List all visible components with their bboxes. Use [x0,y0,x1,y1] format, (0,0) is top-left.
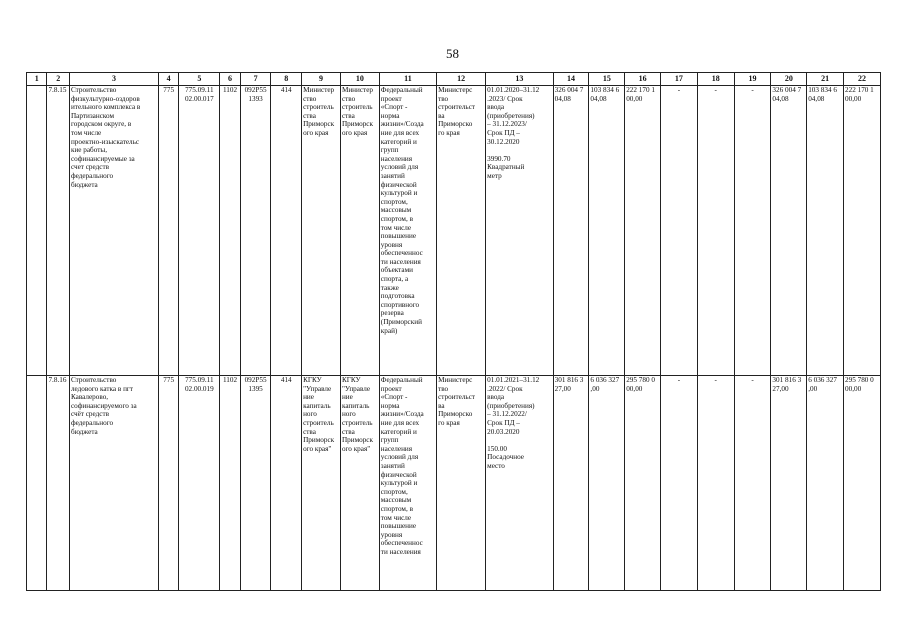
item-number-cell: 7.8.15 [47,86,70,376]
header-cell: 20 [771,73,807,86]
deadline-cell: 01.01.2020–31.12 .2023/ Срок ввода (приобретения) – 31.12.2023/ Срок ПД – 30.12.2020 3990.70 Квадратный метр [486,86,554,376]
amount-cell: 222 170 1 00,00 [844,86,881,376]
header-cell: 3 [69,73,158,86]
federal-project-cell: Федеральный проект «Спорт - норма жизни»/Созда ние для всех категорий и групп населения условий для занятий физической культурой и спортом, массовым спортом, в том числе повышение уровня обеспеченнос ти населения объектами спорта, а также подготовка спортивного резерва (Приморский край) [379,86,436,376]
amount-cell: 326 004 7 04,08 [553,86,589,376]
table-row [27,86,881,376]
header-cell: 13 [486,73,554,86]
amount-cell: 295 780 0 00,00 [844,376,881,591]
customer-cell: Министер ство строитель ства Приморск ого края [302,86,341,376]
empty-value-cell: - [660,86,697,376]
empty-value-cell: - [697,376,734,591]
program-code-cell: 775.09.11 02.00.017 [179,86,220,376]
table-row [27,376,881,591]
developer-cell: Министер ство строитель ства Приморск ого края [340,86,379,376]
section-code-cell: 1102 [220,86,240,376]
header-cell: 16 [625,73,661,86]
responsible-cell: Министерс тво строительст ва Приморско го края [437,86,486,376]
empty-value-cell: - [660,376,697,591]
page-number: 58 [446,46,459,61]
header-cell: 4 [158,73,178,86]
developer-cell: КГКУ "Управле ние капиталь ного строитель ства Приморск ого края" [340,376,379,591]
empty-value-cell: - [734,86,771,376]
header-cell: 17 [660,73,697,86]
deadline-cell: 01.01.2021–31.12 .2022/ Срок ввода (приобретения) – 31.12.2022/ Срок ПД – 20.03.2020 150.00 Посадочное место [486,376,554,591]
item-number-cell: 7.8.16 [47,376,70,591]
responsible-cell: Министерс тво строительст ва Приморско го края [437,376,486,591]
target-article-cell: 092P55 1393 [240,86,271,376]
header-cell: 21 [807,73,844,86]
amount-cell: 222 170 1 00,00 [625,86,661,376]
object-name-cell: Строительство ледового катка в пгт Кавалерово, софинансируемого за счёт средств федерального бюджета [69,376,158,591]
header-cell: 15 [589,73,625,86]
header-cell: 7 [240,73,271,86]
amount-cell: 6 036 327 ,00 [589,376,625,591]
header-cell: 5 [179,73,220,86]
amount-cell: 301 816 3 27,00 [771,376,807,591]
target-article-cell: 092P55 1395 [240,376,271,591]
header-cell: 22 [844,73,881,86]
object-name-cell: Строительство физкультурно-оздоров ительного комплекса в Партизанском городском округе, в том числе проектно-изыскательс кие работы, софинансируемые за счет средств федерального бюджета [69,86,158,376]
header-cell: 18 [697,73,734,86]
header-cell: 14 [553,73,589,86]
federal-project-cell: Федеральный проект «Спорт - норма жизни»/Созда ние для всех категорий и групп населения условий для занятий физической культурой и спортом, массовым спортом, в том числе повышение уровня обеспеченнос ти населения [379,376,436,591]
amount-cell: 103 834 6 04,08 [807,86,844,376]
row-index-cell [27,376,47,591]
amount-cell: 301 816 3 27,00 [553,376,589,591]
code-cell: 775 [158,376,178,591]
header-cell: 2 [47,73,70,86]
header-cell: 19 [734,73,771,86]
header-cell: 11 [379,73,436,86]
expense-type-cell: 414 [271,86,302,376]
amount-cell: 326 004 7 04,08 [771,86,807,376]
empty-value-cell: - [734,376,771,591]
header-cell: 1 [27,73,47,86]
expense-type-cell: 414 [271,376,302,591]
program-code-cell: 775.09.11 02.00.019 [179,376,220,591]
header-cell: 9 [302,73,341,86]
row-index-cell [27,86,47,376]
header-cell: 12 [437,73,486,86]
header-cell: 6 [220,73,240,86]
amount-cell: 6 036 327 ,00 [807,376,844,591]
empty-value-cell: - [697,86,734,376]
budget-table [26,72,881,591]
section-code-cell: 1102 [220,376,240,591]
code-cell: 775 [158,86,178,376]
table-header-row [27,73,881,86]
header-cell: 8 [271,73,302,86]
amount-cell: 103 834 6 04,08 [589,86,625,376]
amount-cell: 295 780 0 00,00 [625,376,661,591]
customer-cell: КГКУ "Управле ние капиталь ного строитель ства Приморск ого края" [302,376,341,591]
header-cell: 10 [340,73,379,86]
